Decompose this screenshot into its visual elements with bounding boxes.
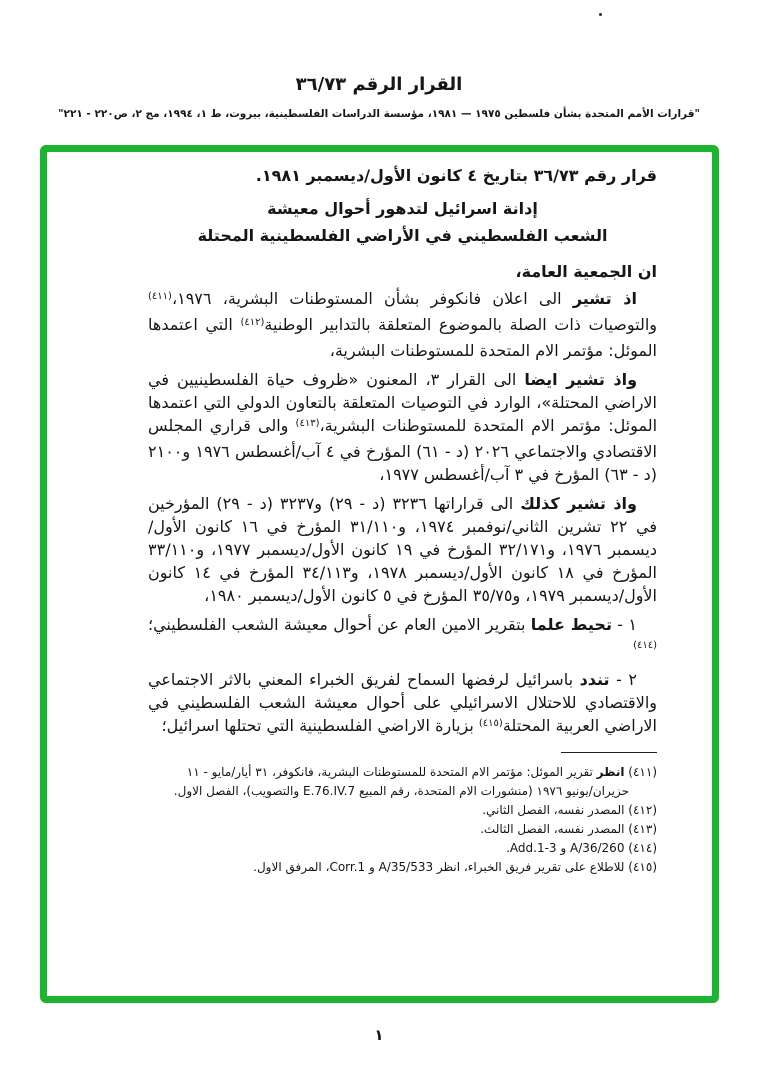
footnote-ref-415: (٤١٥) <box>478 718 503 729</box>
scan-artifact-dot <box>599 13 602 16</box>
footnote-text: المصدر نفسه، الفصل الثاني. <box>482 803 629 817</box>
paragraph-text: باسرائيل لرفضها السماح لفريق الخبراء المعني بالاثر الاجتماعي والاقتصادي للاحتلال الاسرائيلي على أحوال معيشة الشعب الفلسطيني في الاراضي العربية المحتلة <box>148 670 657 735</box>
footnote-marker: (٤١٢) <box>628 803 657 817</box>
paragraph-lead: واذ تشير ايضا <box>524 370 638 389</box>
resolution-date-line: قرار رقم ٣٦/٧٣ بتاريخ ٤ كانون الأول/ديسمبر ١٩٨١. <box>255 166 657 185</box>
paragraph-number: ١ - <box>611 615 638 634</box>
footnote-413 <box>148 820 657 839</box>
operative-paragraph-2 <box>148 668 657 740</box>
footnote-separator <box>561 752 657 753</box>
page-title: القرار الرقم ٣٦/٧٣ <box>295 74 463 95</box>
resolution-title-line2: الشعب الفلسطيني في الأراضي الفلسطينية المحتلة <box>197 226 608 245</box>
paragraph-text: الى قراراتها ٣٢٣٦ (د - ٢٩) و٣٢٣٧ (د - ٢٩) المؤرخين في ٢٢ تشرين الثاني/نوفمبر ١٩٧٤، و٣١/١١٠ المؤرخ في ١٦ كانون الأول/ديسمبر ١٩٧٦، و٣٢/١٧١ المؤرخ في ١٩ كانون الأول/ديسمبر ١٩٧٧، و٣٣/١١٠ المؤرخ في ١٨ كانون الأول/ديسمبر ١٩٧٨، و٣٤/١١٣ المؤرخ في ١٤ كانون الأول/ديسمبر ١٩٧٩، و٣٥/٧٥ المؤرخ في ٥ كانون الأول/ديسمبر ١٩٨٠، <box>148 494 657 605</box>
page-number: ١ <box>374 1026 384 1044</box>
operative-paragraph-1 <box>148 613 657 662</box>
footnote-ref-411: (٤١١) <box>148 291 172 302</box>
footnotes-section <box>148 763 657 877</box>
resolution-title-line1: إدانة اسرائيل لتدهور أحوال معيشة <box>267 199 538 218</box>
footnote-412 <box>148 801 657 820</box>
footnote-text: للاطلاع على تقرير فريق الخبراء، انظر A/35/533 و Corr.1، المرفق الاول. <box>253 860 629 874</box>
resolution-body <box>148 158 657 877</box>
paragraph-lead: اذ تشير <box>572 289 637 308</box>
paragraph-lead: تحيط علما <box>530 615 612 634</box>
highlight-border-box <box>40 145 719 1003</box>
footnote-text: المصدر نفسه، الفصل الثالث. <box>480 822 629 836</box>
footnote-ref-412: (٤١٢) <box>240 317 265 328</box>
paragraph-recalling-3 <box>148 492 657 607</box>
paragraph-text: بتقرير الامين العام عن أحوال معيشة الشعب الفلسطيني؛ <box>148 615 531 634</box>
paragraph-number: ٢ - <box>609 670 637 689</box>
paragraph-recalling-1 <box>148 287 657 362</box>
footnote-text: تقرير الموئل: مؤتمر الام المتحدة للمستوطنات البشرية، فانكوفر، ٣١ أيار/مايو - ١١ حزيران/يونيو ١٩٧٦ (منشورات الام المتحدة، رقم المبيع E.76.IV.7 والتصويب)، الفصل الاول. <box>173 765 629 798</box>
footnote-marker: (٤١٥) <box>628 860 657 874</box>
footnote-marker: (٤١٤) <box>628 841 657 855</box>
paragraph-text: الى اعلان فانكوفر بشأن المستوطنات البشرية، ١٩٧٦، <box>171 289 573 308</box>
footnote-text: A/36/260 و Add.1-3. <box>506 841 629 855</box>
footnote-ref-414: (٤١٤) <box>633 640 657 651</box>
footnote-414 <box>148 839 657 858</box>
paragraph-text: والتوصيات ذات الصلة بالموضوع المتعلقة بالتدابير الوطنية <box>264 315 658 334</box>
preamble-opening: ان الجمعية العامة، <box>515 262 657 281</box>
source-citation: "قرارات الأمم المتحدة بشأن فلسطين ١٩٧٥ — ١٩٨١، مؤسسة الدراسات الفلسطينية، بيروت، ط ١، ١٩٩٤، مج ٢، ص٢٢٠ - ٢٢١" <box>58 108 700 120</box>
footnote-415 <box>148 858 657 877</box>
paragraph-lead: واذ تشير كذلك <box>520 494 637 513</box>
footnote-411 <box>148 763 657 801</box>
footnote-ref-413: (٤١٣) <box>295 418 320 429</box>
footnote-lead: انظر <box>596 765 625 779</box>
paragraph-recalling-2 <box>148 368 657 486</box>
resolution-title <box>148 195 657 249</box>
paragraph-text: والى قراري المجلس الاقتصادي والاجتماعي ٢٠٢٦ (د - ٦١) المؤرخ في ٤ آب/أغسطس ١٩٧٦ و٢١٠٠ (د - ٦٣) المؤرخ في ٣ آب/أغسطس ١٩٧٧، <box>148 416 658 484</box>
footnote-marker: (٤١١) <box>628 765 657 779</box>
footnote-marker: (٤١٣) <box>628 822 657 836</box>
paragraph-text: بزيارة الاراضي الفلسطينية التي تحتلها اسرائيل؛ <box>161 716 479 735</box>
paragraph-lead: تندد <box>579 670 610 689</box>
paragraph-text: الى القرار ٣، المعنون «ظروف حياة الفلسطينيين في الاراضي المحتلة»، الوارد في التوصيات المتعلقة بالتعاون الدولي التي اعتمدها الموئل: مؤتمر الام المتحدة للمستوطنات البشرية، <box>148 370 658 435</box>
paragraph-text: التي اعتمدها الموئل: مؤتمر الام المتحدة للمستوطنات البشرية، <box>148 315 657 360</box>
